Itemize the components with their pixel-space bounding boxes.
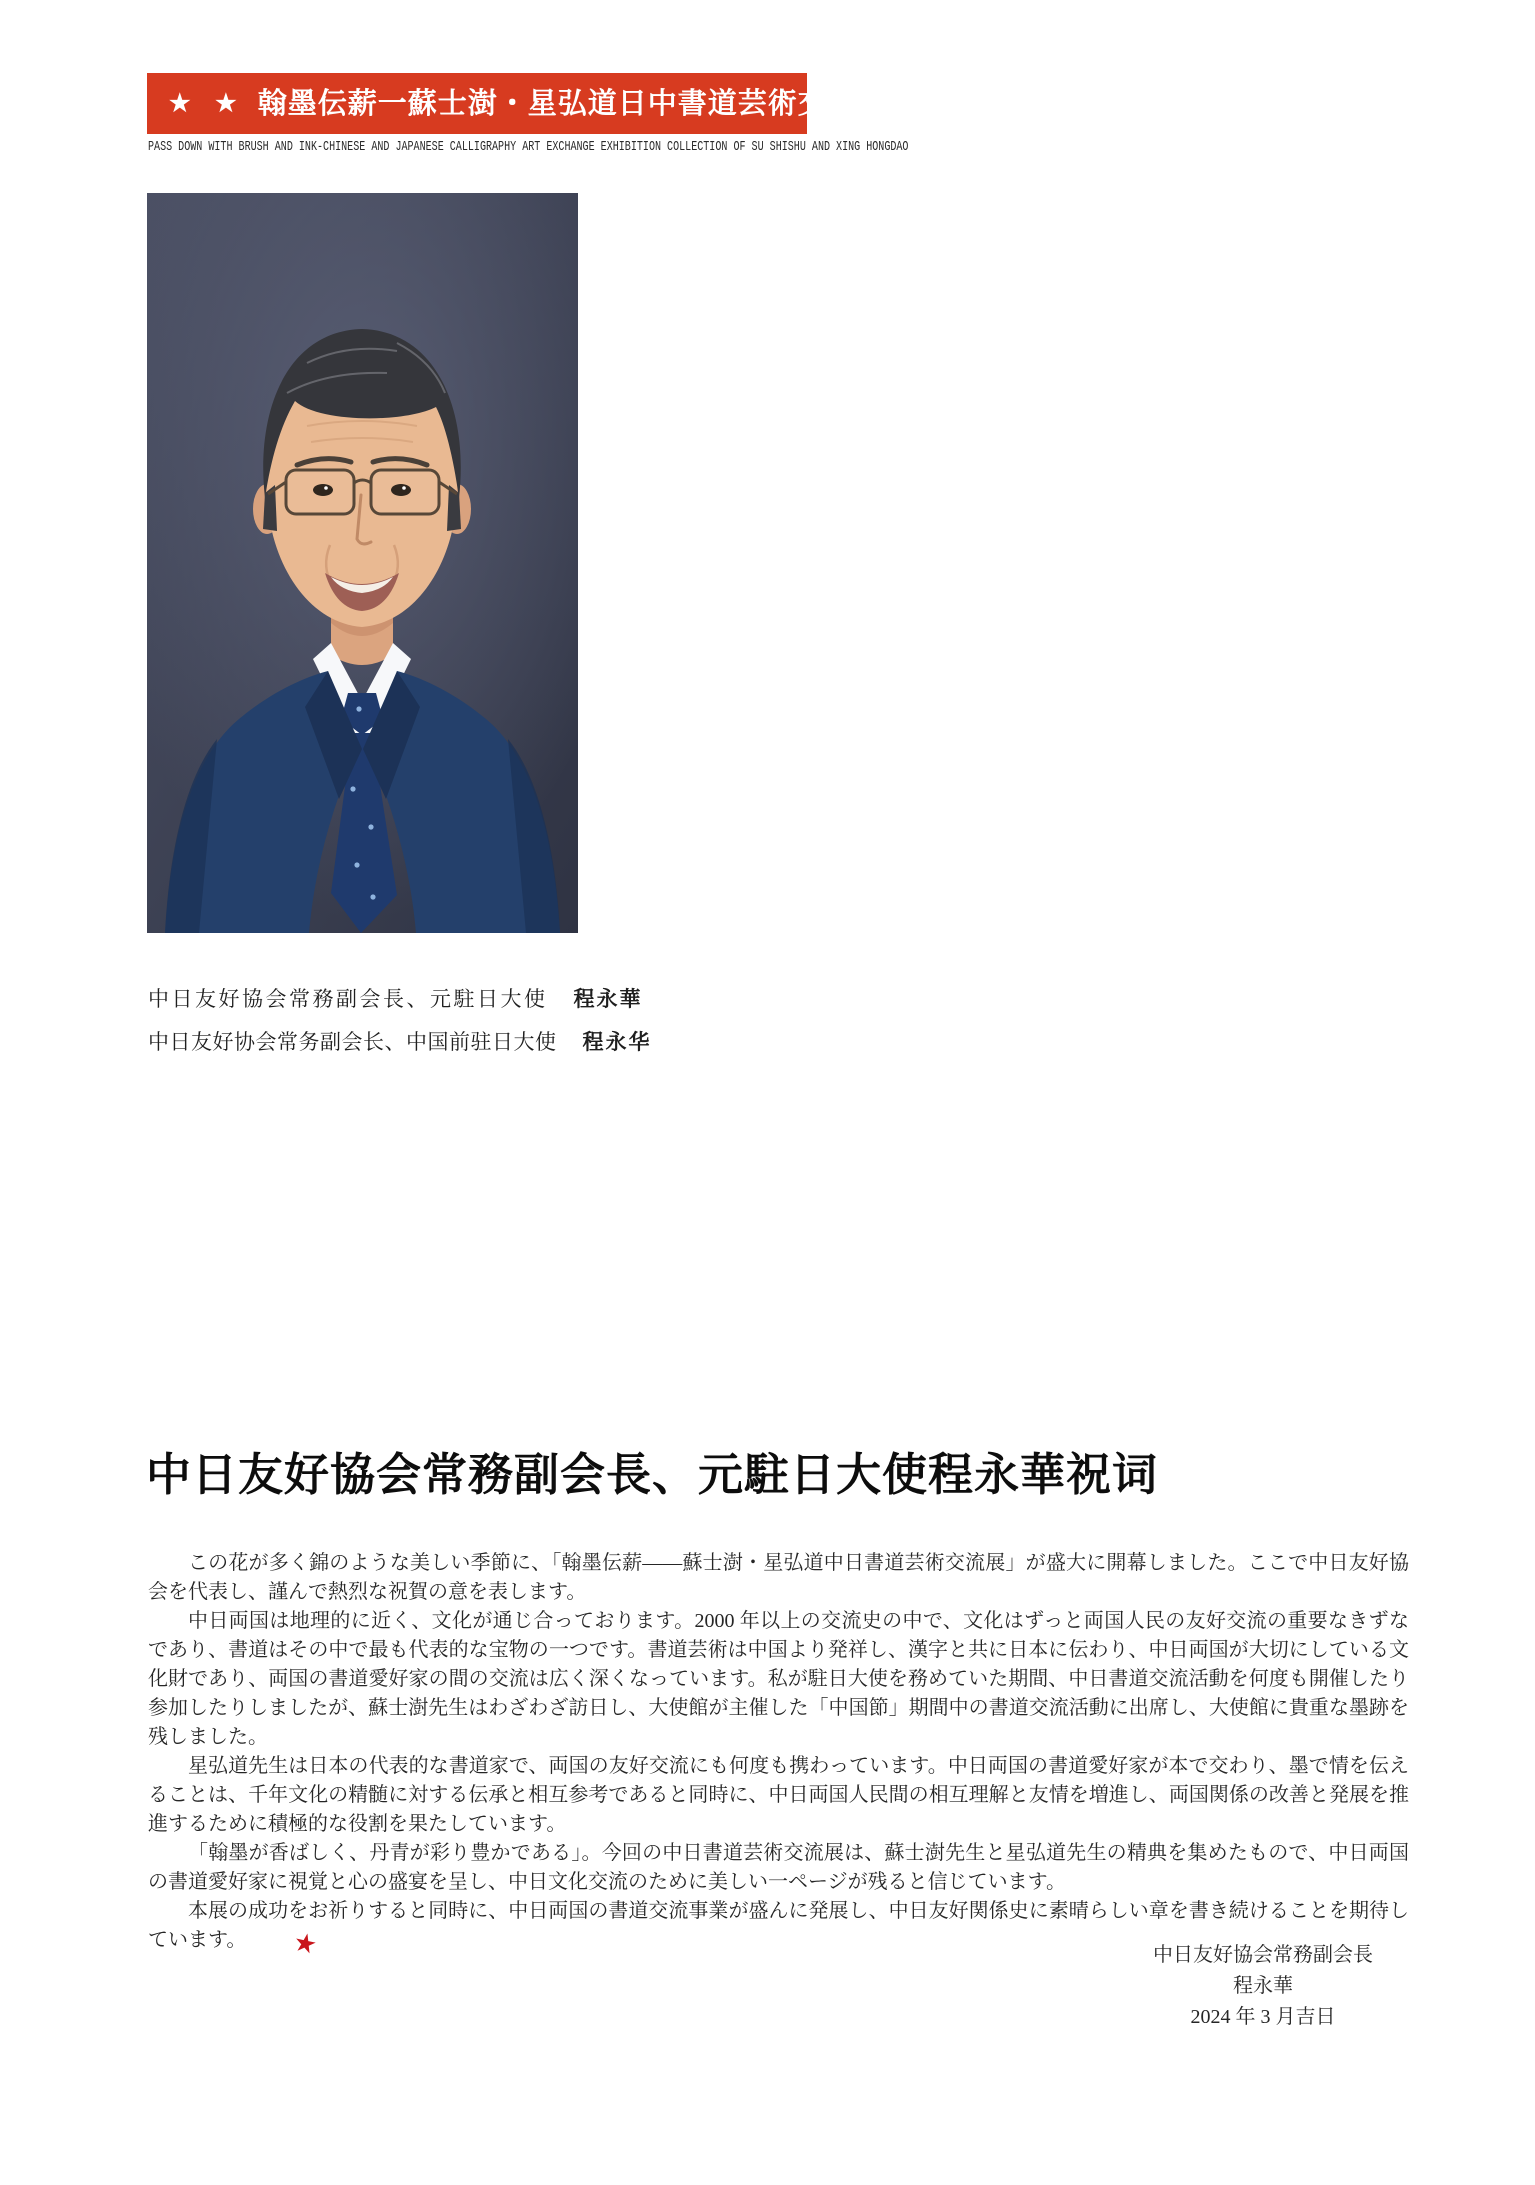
signature-date: 2024 年 3 月吉日	[1190, 2006, 1336, 2028]
paragraph-5-text: 本展の成功をお祈りすると同時に、中日両国の書道交流事業が盛んに発展し、中日友好関係史に素晴らしい章を書き続けることを期待しています。	[148, 1900, 1409, 1951]
banner-title: 翰墨伝薪一蘇士澍・星弘道日中書道芸術交流展作品集	[257, 88, 978, 120]
caption-title-ja: 中日友好協会常務副会長、元駐日大使	[148, 988, 548, 1011]
caption-line-chinese	[148, 1026, 652, 1056]
portrait-photo-illustration	[147, 193, 578, 933]
title-banner	[147, 73, 978, 134]
caption-name-ja: 程永華	[573, 988, 643, 1011]
signature-block	[1083, 1940, 1443, 2033]
banner-stars-icon: ★ ★	[169, 90, 246, 117]
english-subtitle: PASS DOWN WITH BRUSH AND INK-CHINESE AND JAPANESE CALLIGRAPHY ART EXCHANGE EXHIBITION COLLECTION OF SU SHISHU AND XING HONGDAO	[148, 140, 909, 155]
caption-title-zh: 中日友好协会常务副会长、中国前驻日大使	[148, 1031, 557, 1054]
paragraph-4: 「翰墨が香ばしく、丹青が彩り豊かである」。今回の中日書道芸術交流展は、蘇士澍先生と星弘道先生の精典を集めたもので、中日両国の書道愛好家に視覚と心の盛宴を呈し、中日文化交流のために美しい一ページが残ると信じています。	[148, 1842, 1409, 1893]
paragraph-1: この花が多く錦のような美しい季節に、「翰墨伝薪——蘇士澍・星弘道中日書道芸術交流展」が盛大に開幕しました。ここで中日友好協会を代表し、謹んで熱烈な祝賀の意を表します。	[148, 1552, 1409, 1603]
red-star-icon: ★	[291, 1927, 321, 1961]
page-title: 中日友好協会常務副会長、元駐日大使程永華祝词	[146, 1450, 1159, 1500]
portrait-photo	[147, 193, 578, 933]
caption-line-japanese	[148, 983, 652, 1013]
greeting-body	[148, 1549, 1409, 1961]
photo-caption	[148, 983, 652, 1056]
paragraph-3: 星弘道先生は日本の代表的な書道家で、両国の友好交流にも何度も携わっています。中日両国の書道愛好家が本で交わり、墨で情を伝えることは、千年文化の精髄に対する伝承と相互参考であると同時に、中日両国人民間の相互理解と友情を増進し、両国関係の改善と発展を推進するために積極的な役割を果たしています。	[148, 1755, 1409, 1835]
caption-name-zh: 程永华	[582, 1031, 652, 1054]
paragraph-2: 中日両国は地理的に近く、文化が通じ合っております。2000 年以上の交流史の中で、文化はずっと両国人民の友好交流の重要なきずなであり、書道はその中で最も代表的な宝物の一つです。書道芸術は中国より発祥し、漢字と共に日本に伝わり、中日両国が大切にしている文化財であり、両国の書道愛好家の間の交流は広く深くなっています。私が駐日大使を務めていた期間、中日書道交流活動を何度も開催したり参加したりしましたが、蘇士澍先生はわざわざ訪日し、大使館が主催した「中国節」期間中の書道交流活動に出席し、大使館に貴重な墨跡を残しました。	[148, 1610, 1409, 1748]
signature-org: 中日友好協会常務副会長	[1153, 1944, 1373, 1966]
signature-name: 程永華	[1233, 1975, 1293, 1997]
